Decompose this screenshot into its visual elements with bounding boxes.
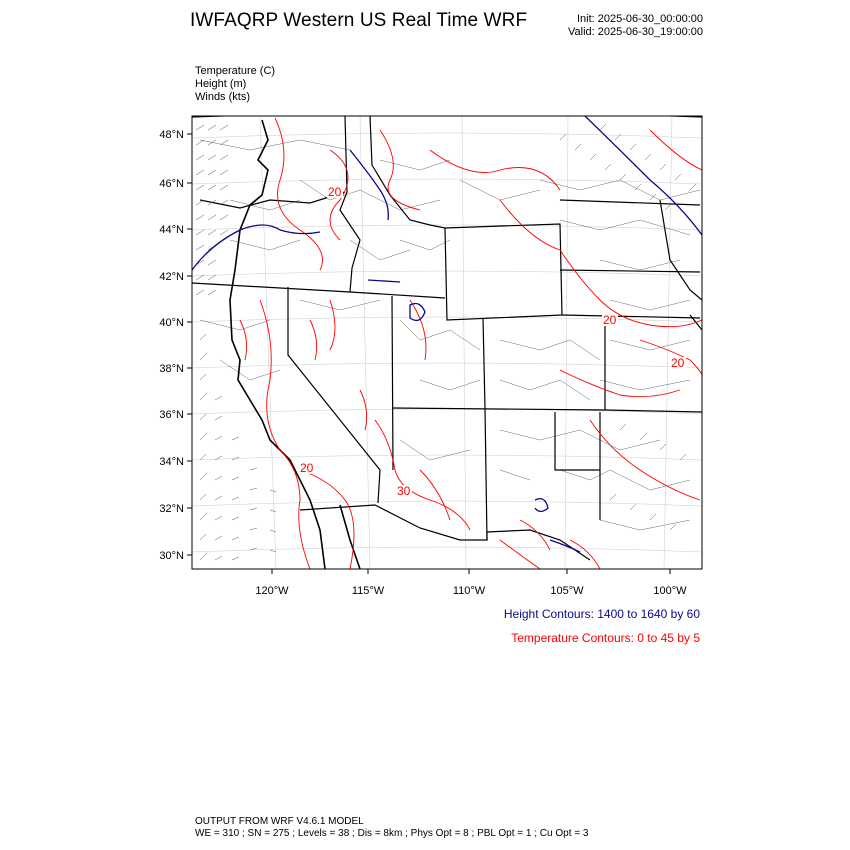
model-info-line1: OUTPUT FROM WRF V4.6.1 MODEL	[195, 816, 364, 827]
lon-label: 100°W	[653, 585, 687, 597]
field-temperature: Temperature (C)	[195, 65, 276, 77]
temperature-contour-legend: Temperature Contours: 0 to 45 by 5	[511, 631, 700, 645]
valid-time: Valid: 2025-06-30_19:00:00	[568, 26, 703, 38]
model-info-line2: WE = 310 ; SN = 275 ; Levels = 38 ; Dis = 8km ; Phys Opt = 8 ; PBL Opt = 1 ; Cu Opt = 3	[195, 828, 589, 839]
lat-label: 42°N	[159, 271, 184, 283]
contour-label-20: 20	[300, 461, 314, 475]
plot-title: IWFAQRP Western US Real Time WRF	[190, 10, 528, 31]
field-winds: Winds (kts)	[195, 91, 250, 103]
height-contour-legend: Height Contours: 1400 to 1640 by 60	[503, 607, 700, 621]
wind-barbs	[196, 124, 696, 560]
contour-label-20: 20	[671, 356, 685, 370]
lat-label: 32°N	[159, 503, 184, 515]
lat-label: 40°N	[159, 317, 184, 329]
lon-label: 115°W	[351, 585, 385, 597]
lat-label: 44°N	[159, 224, 184, 236]
contour-label-20: 20	[328, 185, 342, 199]
county-lines	[200, 140, 700, 530]
longitude-labels	[255, 585, 687, 597]
contour-label-30: 30	[397, 484, 411, 498]
lon-label: 120°W	[255, 585, 289, 597]
init-time: Init: 2025-06-30_00:00:00	[577, 13, 703, 25]
lat-label: 48°N	[159, 129, 184, 141]
contour-label-20: 20	[603, 313, 617, 327]
field-height: Height (m)	[195, 78, 247, 90]
lat-label: 36°N	[159, 409, 184, 421]
axis-ticks	[187, 134, 670, 574]
lat-label: 34°N	[159, 456, 184, 468]
lat-lon-grid	[192, 116, 702, 569]
state-borders	[192, 113, 702, 561]
contour-labels	[299, 185, 686, 498]
lat-label: 30°N	[159, 550, 184, 562]
lon-label: 105°W	[550, 585, 584, 597]
map-content	[192, 113, 702, 570]
lon-label: 110°W	[452, 585, 486, 597]
lat-label: 38°N	[159, 363, 184, 375]
lat-label: 46°N	[159, 178, 184, 190]
latitude-labels	[159, 129, 184, 562]
